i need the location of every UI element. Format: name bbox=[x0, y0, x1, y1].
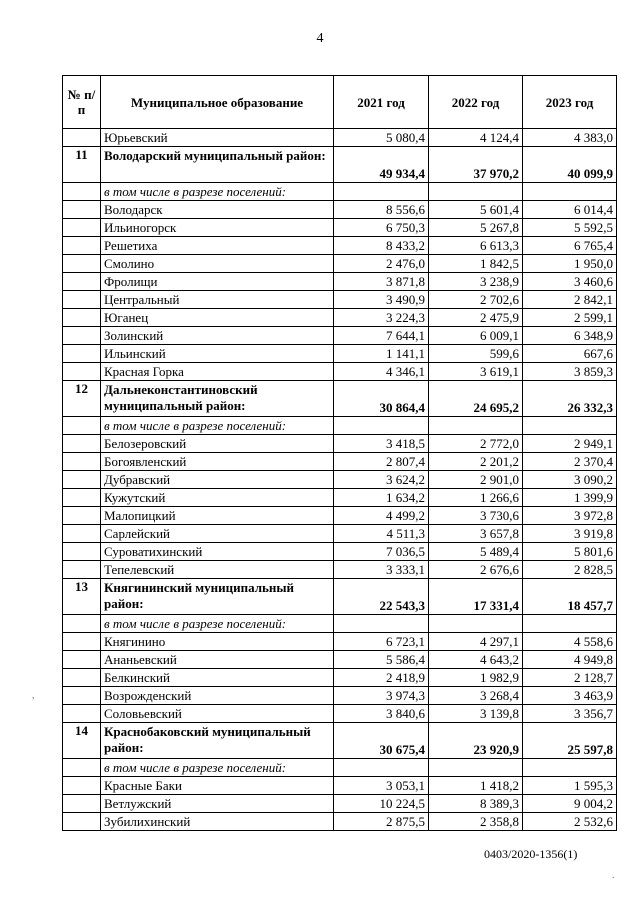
value-2022-cell: 3 619,1 bbox=[429, 363, 523, 381]
row-number-cell bbox=[63, 705, 101, 723]
value-2021-cell bbox=[334, 615, 429, 633]
row-number-cell bbox=[63, 489, 101, 507]
value-2023-cell: 4 383,0 bbox=[523, 129, 617, 147]
value-2023-cell: 3 460,6 bbox=[523, 273, 617, 291]
municipality-name-cell: Возрожденский bbox=[101, 687, 334, 705]
value-2022-cell: 37 970,2 bbox=[429, 147, 523, 183]
table-row bbox=[63, 687, 617, 705]
municipality-name-cell: Белозеровский bbox=[101, 435, 334, 453]
municipality-name-cell: в том числе в разрезе поселений: bbox=[101, 615, 334, 633]
value-2021-cell bbox=[334, 183, 429, 201]
table-row bbox=[63, 471, 617, 489]
value-2023-cell: 1 399,9 bbox=[523, 489, 617, 507]
municipality-name-cell: Золинский bbox=[101, 327, 334, 345]
value-2023-cell: 1 595,3 bbox=[523, 777, 617, 795]
value-2023-cell: 3 463,9 bbox=[523, 687, 617, 705]
municipality-name-cell: Тепелевский bbox=[101, 561, 334, 579]
value-2023-cell: 2 128,7 bbox=[523, 669, 617, 687]
value-2022-cell: 8 389,3 bbox=[429, 795, 523, 813]
value-2021-cell: 3 053,1 bbox=[334, 777, 429, 795]
value-2021-cell bbox=[334, 417, 429, 435]
value-2022-cell: 2 676,6 bbox=[429, 561, 523, 579]
subheader-row bbox=[63, 759, 617, 777]
table-row bbox=[63, 633, 617, 651]
district-row bbox=[63, 381, 617, 417]
row-number-cell bbox=[63, 507, 101, 525]
value-2023-cell bbox=[523, 417, 617, 435]
header-name: Муниципальное образование bbox=[101, 76, 334, 129]
value-2022-cell: 1 982,9 bbox=[429, 669, 523, 687]
municipality-name-cell: Юганец bbox=[101, 309, 334, 327]
value-2022-cell: 1 418,2 bbox=[429, 777, 523, 795]
municipality-name-cell: в том числе в разрезе поселений: bbox=[101, 417, 334, 435]
value-2022-cell: 2 475,9 bbox=[429, 309, 523, 327]
row-number-cell bbox=[63, 309, 101, 327]
value-2023-cell: 667,6 bbox=[523, 345, 617, 363]
value-2023-cell: 6 765,4 bbox=[523, 237, 617, 255]
value-2022-cell bbox=[429, 759, 523, 777]
value-2022-cell bbox=[429, 417, 523, 435]
row-number-cell bbox=[63, 777, 101, 795]
value-2022-cell: 24 695,2 bbox=[429, 381, 523, 417]
table-row bbox=[63, 795, 617, 813]
subheader-row bbox=[63, 183, 617, 201]
row-number-cell bbox=[63, 633, 101, 651]
value-2022-cell: 599,6 bbox=[429, 345, 523, 363]
value-2021-cell: 30 864,4 bbox=[334, 381, 429, 417]
value-2022-cell: 3 139,8 bbox=[429, 705, 523, 723]
row-number-cell bbox=[63, 687, 101, 705]
municipality-name-cell: Соловьевский bbox=[101, 705, 334, 723]
value-2022-cell: 2 702,6 bbox=[429, 291, 523, 309]
table-row bbox=[63, 561, 617, 579]
municipality-name-cell: Володарский муниципальный район: bbox=[101, 147, 334, 183]
subheader-row bbox=[63, 417, 617, 435]
value-2021-cell: 7 036,5 bbox=[334, 543, 429, 561]
value-2023-cell: 18 457,7 bbox=[523, 579, 617, 615]
value-2023-cell bbox=[523, 615, 617, 633]
value-2022-cell: 4 297,1 bbox=[429, 633, 523, 651]
value-2021-cell: 49 934,4 bbox=[334, 147, 429, 183]
value-2022-cell: 2 772,0 bbox=[429, 435, 523, 453]
municipality-name-cell: Красная Горка bbox=[101, 363, 334, 381]
value-2021-cell: 4 511,3 bbox=[334, 525, 429, 543]
budget-table bbox=[62, 75, 617, 831]
table-row bbox=[63, 327, 617, 345]
value-2023-cell: 5 801,6 bbox=[523, 543, 617, 561]
value-2022-cell: 3 238,9 bbox=[429, 273, 523, 291]
value-2021-cell: 4 346,1 bbox=[334, 363, 429, 381]
municipality-name-cell: Красные Баки bbox=[101, 777, 334, 795]
municipality-name-cell: Малопицкий bbox=[101, 507, 334, 525]
row-number-cell bbox=[63, 669, 101, 687]
district-row bbox=[63, 723, 617, 759]
value-2023-cell: 4 558,6 bbox=[523, 633, 617, 651]
header-2021: 2021 год bbox=[334, 76, 429, 129]
row-number-cell bbox=[63, 363, 101, 381]
table-row bbox=[63, 273, 617, 291]
row-number-cell bbox=[63, 813, 101, 831]
row-number-cell bbox=[63, 237, 101, 255]
value-2021-cell: 3 871,8 bbox=[334, 273, 429, 291]
municipality-name-cell: Кужутский bbox=[101, 489, 334, 507]
municipality-name-cell: Дубравский bbox=[101, 471, 334, 489]
value-2023-cell: 26 332,3 bbox=[523, 381, 617, 417]
value-2023-cell: 25 597,8 bbox=[523, 723, 617, 759]
municipality-name-cell: Володарск bbox=[101, 201, 334, 219]
value-2022-cell: 6 613,3 bbox=[429, 237, 523, 255]
value-2023-cell bbox=[523, 759, 617, 777]
value-2021-cell: 30 675,4 bbox=[334, 723, 429, 759]
value-2022-cell: 17 331,4 bbox=[429, 579, 523, 615]
row-number-cell bbox=[63, 183, 101, 201]
value-2023-cell bbox=[523, 183, 617, 201]
municipality-name-cell: Смолино bbox=[101, 255, 334, 273]
value-2021-cell: 6 750,3 bbox=[334, 219, 429, 237]
table-row bbox=[63, 507, 617, 525]
table-row bbox=[63, 453, 617, 471]
row-number-cell bbox=[63, 471, 101, 489]
table-row bbox=[63, 345, 617, 363]
table-row bbox=[63, 363, 617, 381]
value-2022-cell: 6 009,1 bbox=[429, 327, 523, 345]
table-row bbox=[63, 309, 617, 327]
value-2023-cell: 40 099,9 bbox=[523, 147, 617, 183]
value-2023-cell: 2 599,1 bbox=[523, 309, 617, 327]
value-2021-cell: 2 476,0 bbox=[334, 255, 429, 273]
district-row bbox=[63, 579, 617, 615]
value-2023-cell: 2 828,5 bbox=[523, 561, 617, 579]
value-2022-cell: 2 901,0 bbox=[429, 471, 523, 489]
municipality-name-cell: Зубилихинский bbox=[101, 813, 334, 831]
value-2021-cell: 3 333,1 bbox=[334, 561, 429, 579]
value-2021-cell: 6 723,1 bbox=[334, 633, 429, 651]
table-row bbox=[63, 219, 617, 237]
value-2023-cell: 1 950,0 bbox=[523, 255, 617, 273]
municipality-name-cell: в том числе в разрезе поселений: bbox=[101, 759, 334, 777]
row-number-cell bbox=[63, 219, 101, 237]
value-2023-cell: 3 356,7 bbox=[523, 705, 617, 723]
value-2021-cell: 2 807,4 bbox=[334, 453, 429, 471]
value-2023-cell: 6 014,4 bbox=[523, 201, 617, 219]
table-row bbox=[63, 129, 617, 147]
scan-mark: . bbox=[612, 870, 615, 881]
row-number-cell bbox=[63, 255, 101, 273]
header-2023: 2023 год bbox=[523, 76, 617, 129]
table-header-row bbox=[63, 76, 617, 129]
table-row bbox=[63, 489, 617, 507]
row-number-cell bbox=[63, 417, 101, 435]
value-2022-cell: 4 643,2 bbox=[429, 651, 523, 669]
document-code: 0403/2020-1356(1) bbox=[484, 847, 578, 861]
table-row bbox=[63, 777, 617, 795]
value-2023-cell: 2 949,1 bbox=[523, 435, 617, 453]
value-2021-cell: 5 586,4 bbox=[334, 651, 429, 669]
value-2022-cell: 2 201,2 bbox=[429, 453, 523, 471]
value-2023-cell: 9 004,2 bbox=[523, 795, 617, 813]
value-2022-cell: 23 920,9 bbox=[429, 723, 523, 759]
row-number-cell bbox=[63, 543, 101, 561]
row-number-cell bbox=[63, 615, 101, 633]
value-2022-cell: 5 267,8 bbox=[429, 219, 523, 237]
value-2021-cell: 10 224,5 bbox=[334, 795, 429, 813]
value-2021-cell: 2 418,9 bbox=[334, 669, 429, 687]
table-row bbox=[63, 669, 617, 687]
municipality-name-cell: Краснобаковский муниципальный район: bbox=[101, 723, 334, 759]
row-number-cell: 11 bbox=[63, 147, 101, 183]
value-2022-cell: 5 601,4 bbox=[429, 201, 523, 219]
table-row bbox=[63, 813, 617, 831]
value-2021-cell: 4 499,2 bbox=[334, 507, 429, 525]
value-2022-cell: 5 489,4 bbox=[429, 543, 523, 561]
value-2022-cell: 3 657,8 bbox=[429, 525, 523, 543]
municipality-name-cell: Ветлужский bbox=[101, 795, 334, 813]
municipality-name-cell: Решетиха bbox=[101, 237, 334, 255]
row-number-cell bbox=[63, 273, 101, 291]
value-2021-cell bbox=[334, 759, 429, 777]
value-2022-cell: 1 266,6 bbox=[429, 489, 523, 507]
value-2021-cell: 3 974,3 bbox=[334, 687, 429, 705]
value-2021-cell: 2 875,5 bbox=[334, 813, 429, 831]
row-number-cell bbox=[63, 651, 101, 669]
value-2023-cell: 2 842,1 bbox=[523, 291, 617, 309]
subheader-row bbox=[63, 615, 617, 633]
table-row bbox=[63, 435, 617, 453]
municipality-name-cell: Ильинский bbox=[101, 345, 334, 363]
table-row bbox=[63, 255, 617, 273]
municipality-name-cell: Суроватихинский bbox=[101, 543, 334, 561]
row-number-cell bbox=[63, 435, 101, 453]
header-no: № п/п bbox=[63, 76, 101, 129]
value-2021-cell: 8 556,6 bbox=[334, 201, 429, 219]
municipality-name-cell: в том числе в разрезе поселений: bbox=[101, 183, 334, 201]
municipality-name-cell: Центральный bbox=[101, 291, 334, 309]
municipality-name-cell: Фролищи bbox=[101, 273, 334, 291]
page-number: 4 bbox=[316, 31, 324, 46]
value-2021-cell: 22 543,3 bbox=[334, 579, 429, 615]
value-2022-cell: 2 358,8 bbox=[429, 813, 523, 831]
value-2021-cell: 5 080,4 bbox=[334, 129, 429, 147]
value-2022-cell bbox=[429, 183, 523, 201]
scan-mark: , bbox=[32, 690, 35, 701]
value-2022-cell: 3 268,4 bbox=[429, 687, 523, 705]
table-row bbox=[63, 651, 617, 669]
table-row bbox=[63, 201, 617, 219]
row-number-cell bbox=[63, 201, 101, 219]
value-2023-cell: 3 090,2 bbox=[523, 471, 617, 489]
district-row bbox=[63, 147, 617, 183]
value-2023-cell: 6 348,9 bbox=[523, 327, 617, 345]
value-2021-cell: 3 224,3 bbox=[334, 309, 429, 327]
municipality-name-cell: Дальнеконстантиновский муниципальный район: bbox=[101, 381, 334, 417]
value-2021-cell: 1 634,2 bbox=[334, 489, 429, 507]
municipality-name-cell: Ананьевский bbox=[101, 651, 334, 669]
value-2022-cell: 4 124,4 bbox=[429, 129, 523, 147]
value-2023-cell: 2 532,6 bbox=[523, 813, 617, 831]
value-2021-cell: 3 418,5 bbox=[334, 435, 429, 453]
row-number-cell bbox=[63, 327, 101, 345]
table-row bbox=[63, 291, 617, 309]
value-2022-cell bbox=[429, 615, 523, 633]
value-2022-cell: 3 730,6 bbox=[429, 507, 523, 525]
municipality-name-cell: Юрьевский bbox=[101, 129, 334, 147]
value-2023-cell: 3 972,8 bbox=[523, 507, 617, 525]
table-row bbox=[63, 705, 617, 723]
municipality-name-cell: Княгинино bbox=[101, 633, 334, 651]
row-number-cell bbox=[63, 561, 101, 579]
row-number-cell bbox=[63, 291, 101, 309]
value-2023-cell: 5 592,5 bbox=[523, 219, 617, 237]
municipality-name-cell: Сарлейский bbox=[101, 525, 334, 543]
value-2023-cell: 3 859,3 bbox=[523, 363, 617, 381]
value-2021-cell: 3 490,9 bbox=[334, 291, 429, 309]
row-number-cell bbox=[63, 453, 101, 471]
row-number-cell bbox=[63, 129, 101, 147]
value-2023-cell: 3 919,8 bbox=[523, 525, 617, 543]
header-2022: 2022 год bbox=[429, 76, 523, 129]
row-number-cell: 13 bbox=[63, 579, 101, 615]
row-number-cell: 14 bbox=[63, 723, 101, 759]
row-number-cell bbox=[63, 525, 101, 543]
value-2021-cell: 7 644,1 bbox=[334, 327, 429, 345]
municipality-name-cell: Белкинский bbox=[101, 669, 334, 687]
row-number-cell bbox=[63, 759, 101, 777]
value-2021-cell: 3 624,2 bbox=[334, 471, 429, 489]
value-2022-cell: 1 842,5 bbox=[429, 255, 523, 273]
table-row bbox=[63, 543, 617, 561]
value-2023-cell: 2 370,4 bbox=[523, 453, 617, 471]
value-2021-cell: 3 840,6 bbox=[334, 705, 429, 723]
row-number-cell bbox=[63, 795, 101, 813]
value-2023-cell: 4 949,8 bbox=[523, 651, 617, 669]
municipality-name-cell: Ильиногорск bbox=[101, 219, 334, 237]
table-row bbox=[63, 525, 617, 543]
municipality-name-cell: Богоявленский bbox=[101, 453, 334, 471]
table-row bbox=[63, 237, 617, 255]
value-2021-cell: 1 141,1 bbox=[334, 345, 429, 363]
row-number-cell bbox=[63, 345, 101, 363]
row-number-cell: 12 bbox=[63, 381, 101, 417]
value-2021-cell: 8 433,2 bbox=[334, 237, 429, 255]
municipality-name-cell: Княгининский муниципальный район: bbox=[101, 579, 334, 615]
